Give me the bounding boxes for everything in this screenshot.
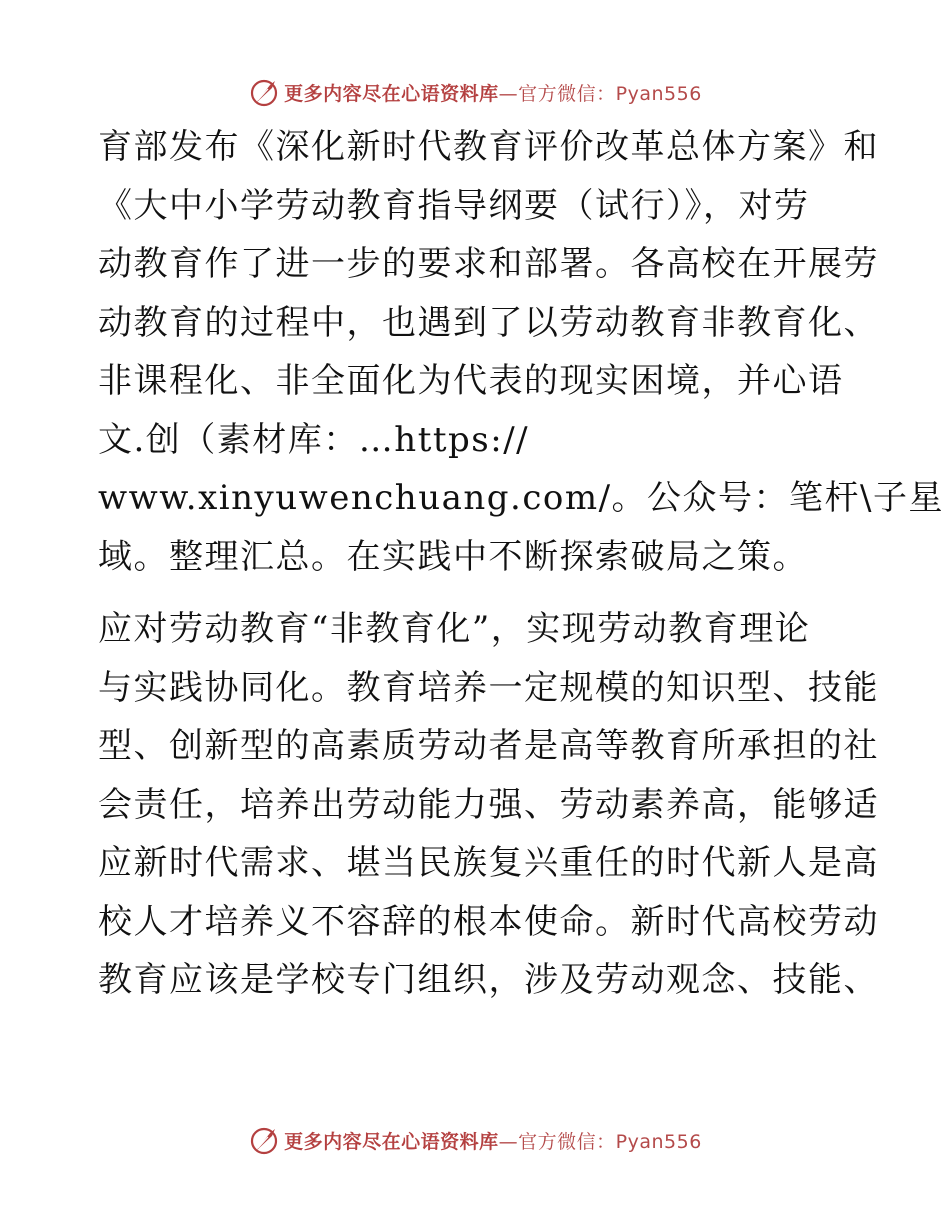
text-line: 型、创新型的高素质劳动者是高等教育所承担的社	[98, 726, 879, 766]
footer-banner-dash: —	[498, 1130, 519, 1153]
quill-pen-icon	[248, 76, 280, 108]
footer-banner-text	[284, 1127, 702, 1154]
footer-banner-sub: 官方微信：Pyan556	[518, 1130, 702, 1153]
footer-banner	[0, 1120, 950, 1160]
text-line: 动教育作了进一步的要求和部署。各高校在开展劳	[98, 244, 879, 284]
header-banner-sub: 官方微信：Pyan556	[518, 82, 702, 105]
text-line: 会责任，培养出劳动能力强、劳动素养高，能够适	[98, 784, 879, 825]
text-line: www.xinyuwenchuang.com/。公众号：笔杆\子星	[98, 478, 944, 518]
text-line: 动教育的过程中，也遇到了以劳动教育非教育化、	[98, 302, 879, 343]
header-banner-text	[284, 79, 702, 106]
header-banner-dash: —	[498, 82, 519, 105]
text-line: 校人才培养义不容辞的根本使命。新时代高校劳动	[98, 901, 879, 942]
header-banner	[0, 72, 950, 112]
footer-banner-main: 更多内容尽在心语资料库	[284, 1130, 499, 1153]
document-body	[98, 118, 944, 1010]
text-line: 非课程化、非全面化为代表的现实困境，并心语	[98, 361, 844, 401]
text-line: 应对劳动教育“非教育化”，实现劳动教育理论	[98, 609, 811, 649]
paragraph-1	[98, 118, 944, 586]
text-line: 文.创（素材库：…https://	[98, 419, 530, 460]
paragraph-2	[98, 600, 879, 1010]
text-line: 教育应该是学校专门组织，涉及劳动观念、技能、	[98, 960, 879, 1000]
paragraph-spacer	[98, 586, 858, 600]
text-line: 育部发布《深化新时代教育评价改革总体方案》和	[98, 127, 879, 167]
text-line: 《大中小学劳动教育指导纲要（试行）》，对劳	[98, 185, 810, 226]
quill-pen-icon	[248, 1124, 280, 1156]
header-banner-main: 更多内容尽在心语资料库	[284, 82, 499, 105]
text-line: 域。整理汇总。在实践中不断探索破局之策。	[98, 536, 808, 577]
text-line: 与实践协同化。教育培养一定规模的知识型、技能	[98, 667, 879, 708]
text-line: 应新时代需求、堪当民族复兴重任的时代新人是高	[98, 843, 879, 883]
